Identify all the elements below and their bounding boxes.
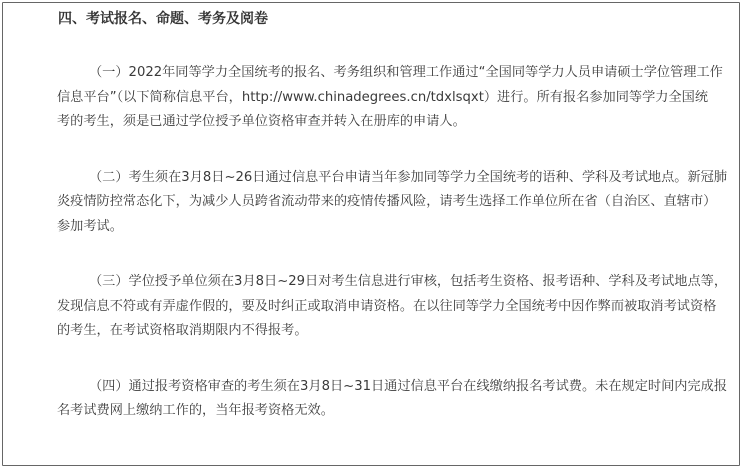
section-heading: 四、考试报名、命题、考务及阅卷	[58, 11, 268, 27]
paragraph-3	[25, 270, 735, 344]
paragraph-line: 名考试费网上缴纳工作的，当年报考资格无效。	[57, 403, 334, 418]
paragraph-1	[25, 61, 735, 135]
paragraph-line: 发现信息不符或有弄虚作假的，要及时纠正或取消申请资格。在以往同等学力全国统考中因作弊而被取消考试资格	[57, 298, 717, 314]
paragraph-line: 信息平台”（以下简称信息平台，http://www.chinadegrees.cn/tdxlsqxt）进行。所有报名参加同等学力全国统	[57, 89, 709, 105]
paragraph-2	[25, 166, 735, 240]
paragraph-line: （三）学位授予单位须在3月8日~29日对考生信息进行审核，包括考生资格、报考语种、学科及考试地点等，	[89, 274, 728, 289]
paragraph-line: 炎疫情防控常态化下，为减少人员跨省流动带来的疫情传播风险，请考生选择工作单位所在省（自治区、直辖市）	[57, 194, 717, 209]
paragraph-line: （一）2022年同等学力全国统考的报名、考务组织和管理工作通过“全国同等学力人员申请硕士学位管理工作	[89, 65, 723, 80]
paragraph-line: 考的考生，须是已通过学位授予单位资格审查并转入在册库的申请人。	[57, 114, 466, 129]
paragraph-line: （四）通过报考资格审查的考生须在3月8日~31日通过信息平台在线缴纳报名考试费。未在规定时间内完成报	[89, 378, 728, 394]
article-body	[25, 0, 735, 424]
paragraph-line: 参加考试。	[57, 218, 123, 234]
paragraph-4	[25, 375, 735, 424]
paragraph-line: 的考生，在考试资格取消期限内不得报考。	[57, 323, 308, 338]
paragraph-line: （二）考生须在3月8日~26日通过信息平台申请当年参加同等学力全国统考的语种、学科及考试地点。新冠肺	[89, 169, 728, 185]
